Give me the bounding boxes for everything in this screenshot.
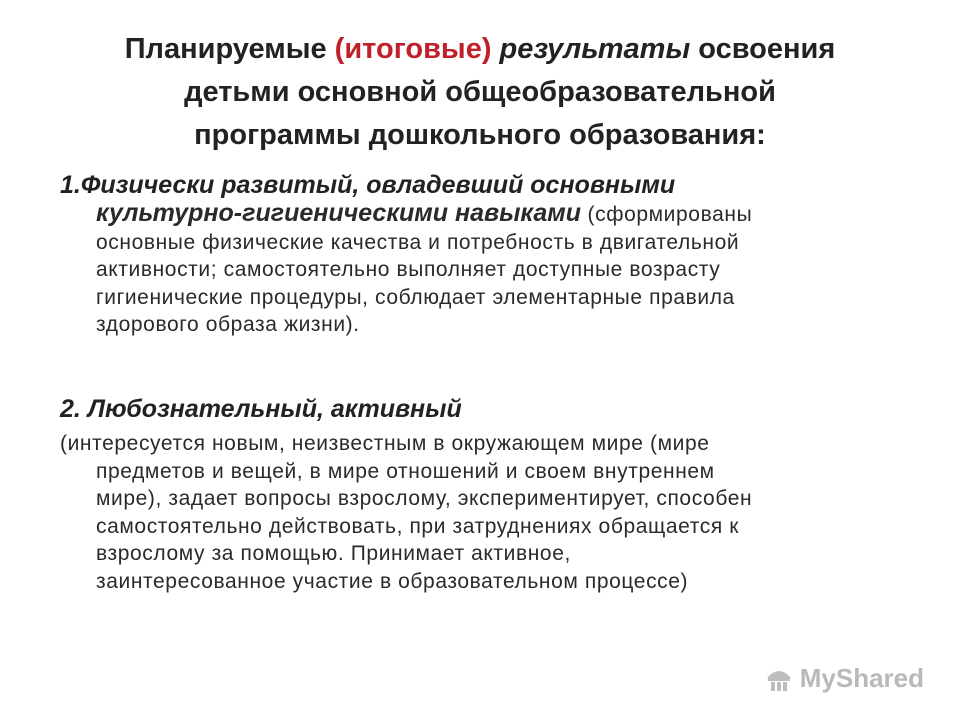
slide-title [40, 28, 920, 157]
section-physical [60, 170, 900, 339]
section2-text-2: мире), задает вопросы взрослому, экспериментирует, способен [96, 487, 753, 510]
section1-text-1: основные физические качества и потребность в двигательной [96, 230, 740, 254]
section2-heading: 2. Любознательный, активный [60, 395, 462, 423]
section1-text-0: (сформированы [581, 203, 753, 226]
title-italic: результаты [491, 33, 691, 65]
section2-body [60, 430, 900, 595]
section1-body [60, 200, 900, 339]
section1-heading-cont: культурно-гигиеническими навыками [96, 199, 582, 227]
title-line-1 [40, 28, 920, 71]
title-line-3: программы дошкольного образования: [194, 119, 766, 151]
section2-text-5: заинтересованное участие в образовательном процессе) [96, 569, 689, 593]
section1-heading: 1.Физически развитый, овладевший основными [60, 171, 676, 199]
section2-text-0: (интересуется новым, неизвестным в окружающем мире (мире [60, 432, 710, 455]
watermark [764, 663, 924, 694]
section1-line-0 [96, 200, 900, 229]
mushroom-logo-icon [764, 664, 794, 694]
title-line-2: детьми основной общеобразовательной [184, 76, 776, 108]
section1-text-3: гигиенические процедуры, соблюдает элементарные правила [96, 285, 735, 309]
section2-text-3: самостоятельно действовать, при затруднениях обращается к [96, 514, 740, 538]
section1-text-4: здорового образа жизни). [96, 313, 360, 336]
title-part-1: Планируемые [124, 33, 335, 65]
section1-text-2: активности; самостоятельно выполняет доступные возрасту [96, 258, 721, 281]
title-part-2: освоения [690, 33, 836, 65]
watermark-text: MyShared [799, 663, 924, 693]
section-curious [60, 394, 900, 595]
title-accent: (итоговые) [334, 33, 492, 65]
section2-text-1: предметов и вещей, в мире отношений и своем внутреннем [96, 459, 715, 483]
section2-text-4: взрослому за помощью. Принимает активное, [96, 542, 571, 565]
